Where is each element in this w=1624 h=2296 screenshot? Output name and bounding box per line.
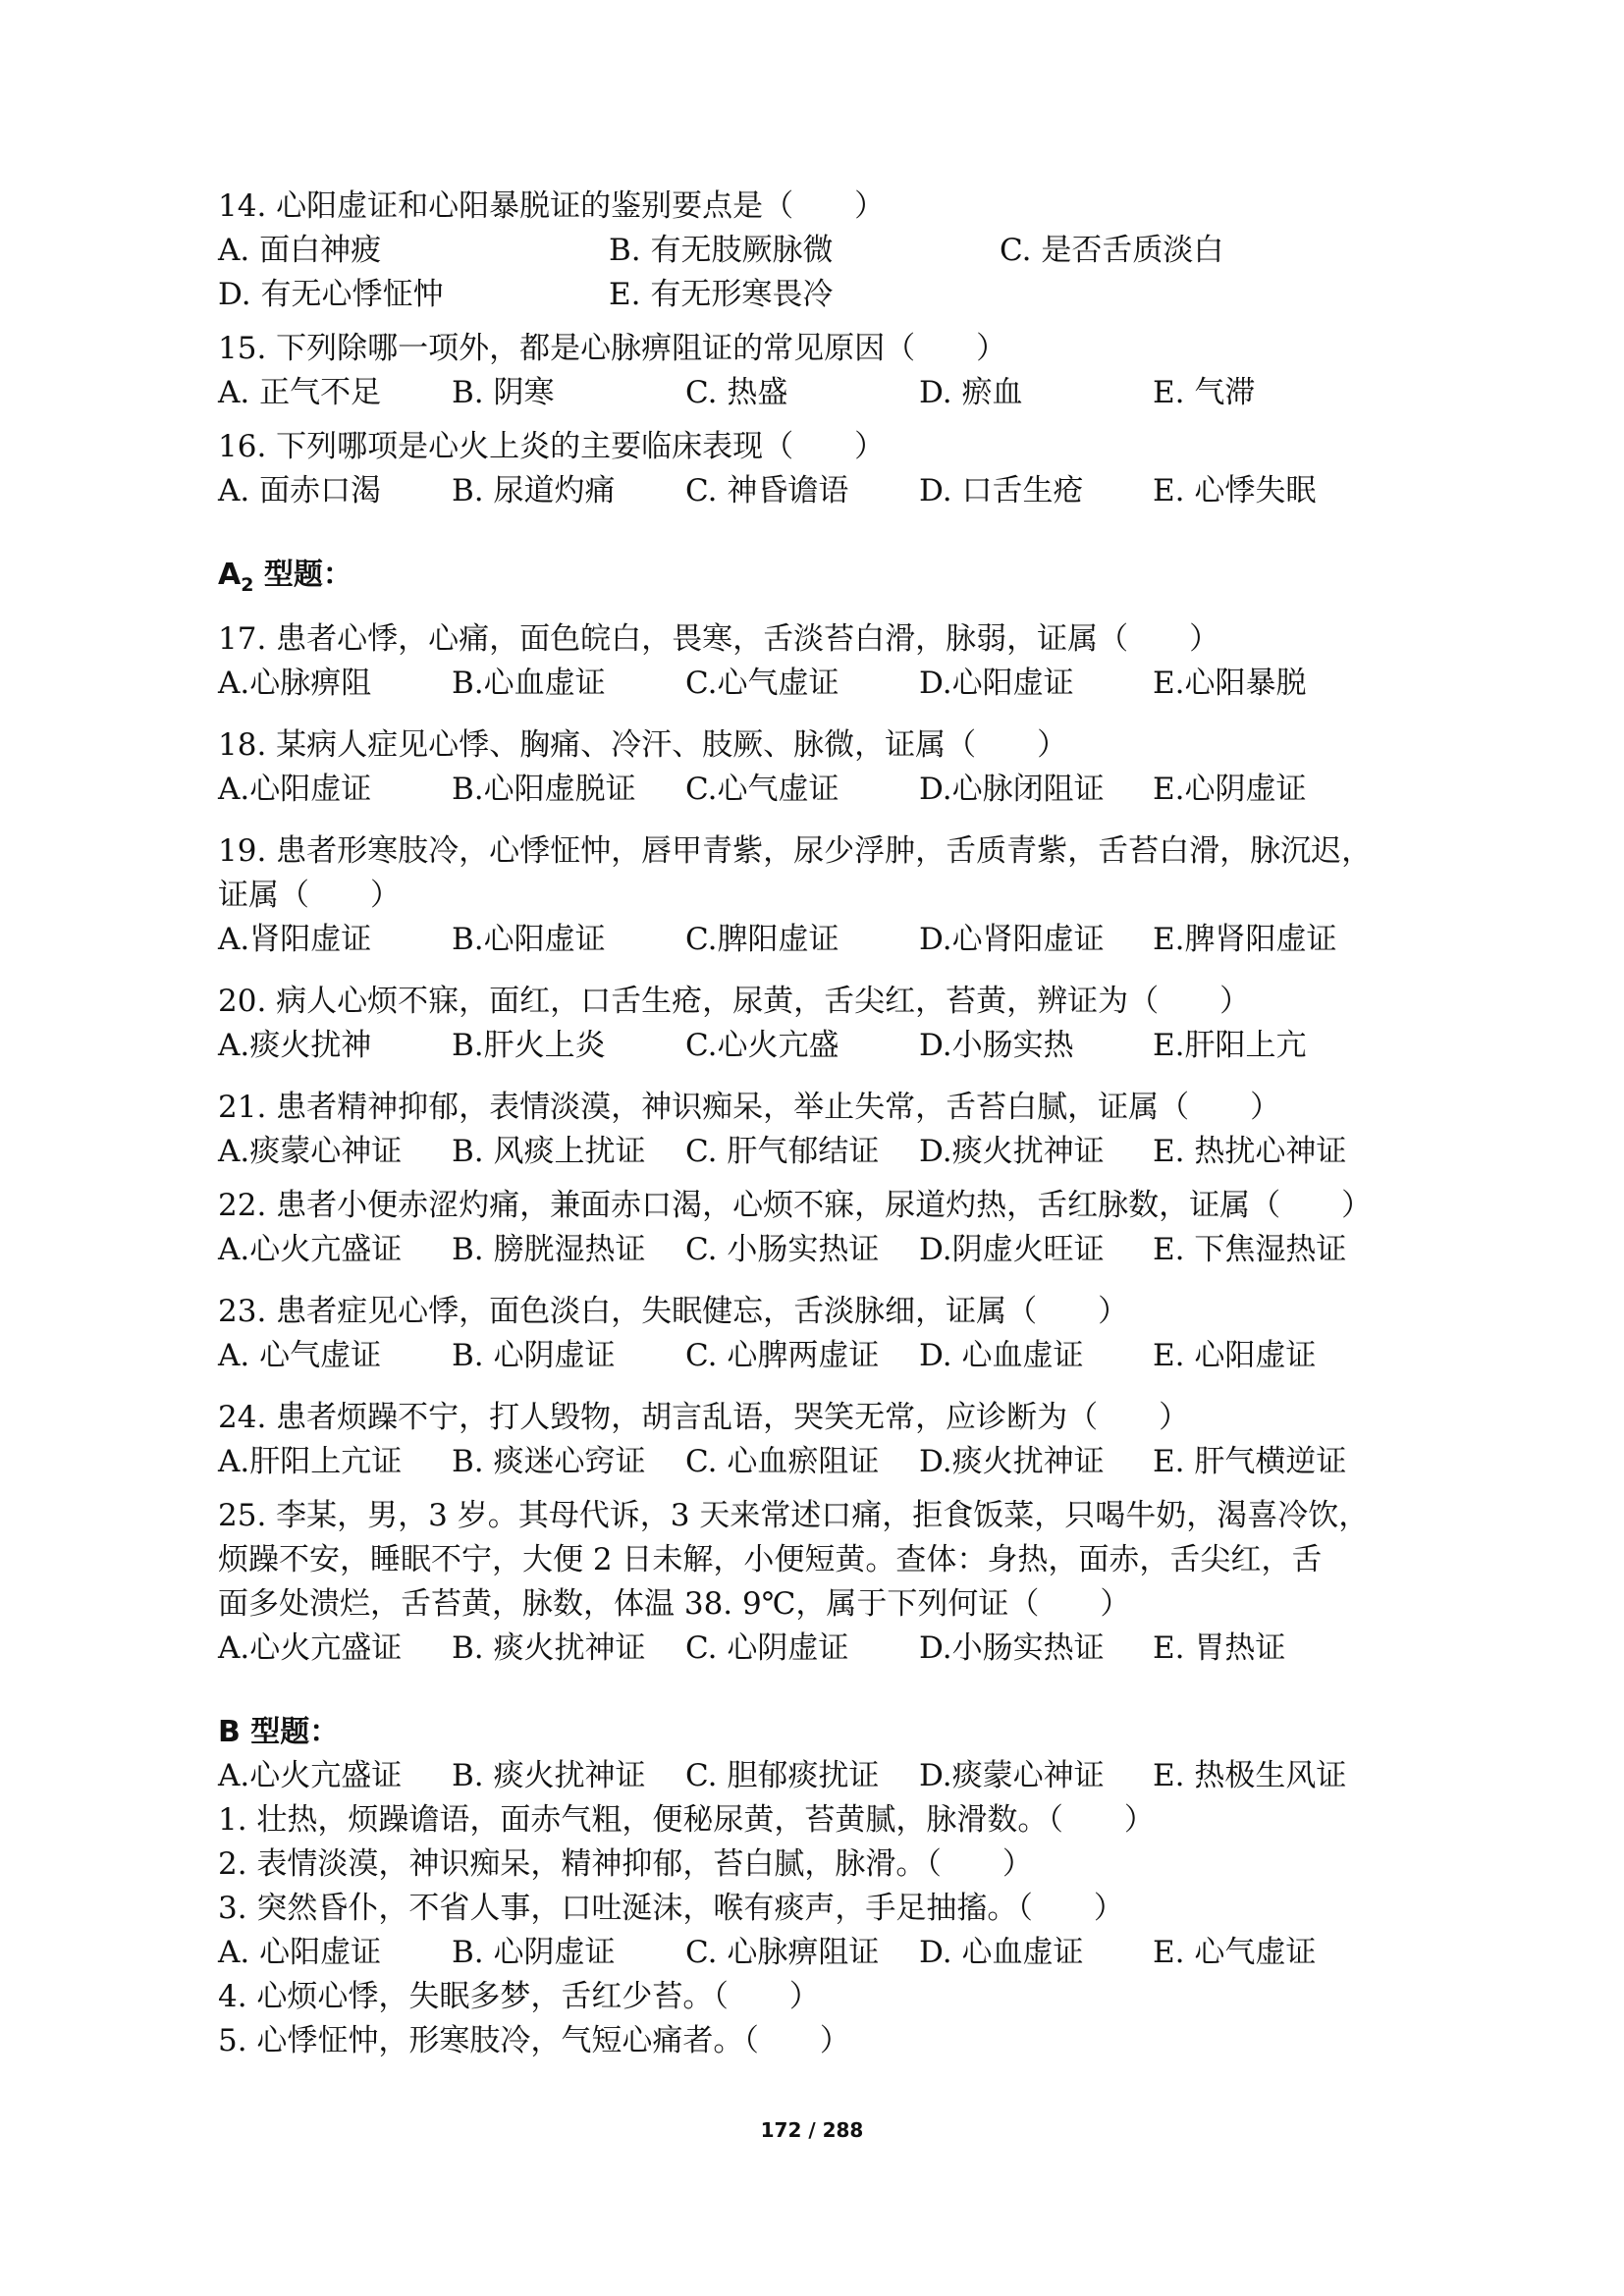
option-d: D.痰火扰神证 bbox=[919, 1134, 1105, 1169]
option-e: E. 心气虚证 bbox=[1153, 1935, 1317, 1970]
option-a: A.肝阳上亢证 bbox=[218, 1444, 403, 1479]
option-d: D.小肠实热 bbox=[919, 1028, 1074, 1063]
option-row bbox=[218, 662, 1426, 706]
option-d: D.心脉闭阻证 bbox=[919, 772, 1105, 807]
question-22 bbox=[218, 1184, 1426, 1272]
question-24 bbox=[218, 1396, 1426, 1484]
b-item-2: 2. 表情淡漠，神识痴呆，精神抑郁，苔白腻，脉滑。（ ） bbox=[218, 1846, 1033, 1882]
question-stem: 15. 下列除哪一项外，都是心脉痹阻证的常见原因（ ） bbox=[218, 331, 1007, 366]
option-row bbox=[218, 229, 1426, 273]
option-c: C. 胆郁痰扰证 bbox=[685, 1758, 880, 1793]
page-number: 172 / 288 bbox=[760, 2118, 864, 2142]
option-row bbox=[218, 918, 1426, 962]
question-18 bbox=[218, 723, 1426, 812]
question-16 bbox=[218, 425, 1426, 513]
section-heading-a2: $A_2$ 型题： bbox=[218, 558, 352, 596]
option-a: A.痰火扰神 bbox=[218, 1028, 372, 1063]
option-e: E. 心阳虚证 bbox=[1153, 1338, 1317, 1373]
option-d: D.心肾阳虚证 bbox=[919, 922, 1105, 957]
question-stem: 24. 患者烦躁不宁，打人毁物，胡言乱语，哭笑无常，应诊断为（ ） bbox=[218, 1400, 1190, 1435]
option-row bbox=[218, 371, 1426, 415]
question-21 bbox=[218, 1086, 1426, 1174]
option-row bbox=[218, 1130, 1426, 1174]
option-a: A. 心阳虚证 bbox=[218, 1935, 382, 1970]
option-a: A. 正气不足 bbox=[218, 375, 382, 410]
option-e: E.心阴虚证 bbox=[1153, 772, 1307, 807]
section-heading-b: B 型题： bbox=[218, 1715, 340, 1749]
option-b: B. 有无肢厥脉微 bbox=[609, 233, 834, 268]
option-e: E.脾肾阳虚证 bbox=[1153, 922, 1337, 957]
option-row bbox=[218, 1024, 1426, 1068]
option-e: E. 气滞 bbox=[1153, 375, 1256, 410]
option-c: C.脾阳虚证 bbox=[685, 922, 839, 957]
option-a: A. 面赤口渴 bbox=[218, 473, 382, 508]
question-19 bbox=[218, 829, 1426, 962]
question-stem: 16. 下列哪项是心火上炎的主要临床表现（ ） bbox=[218, 429, 886, 464]
option-c: C. 心脾两虚证 bbox=[685, 1338, 880, 1373]
option-d: D. 口舌生疮 bbox=[919, 473, 1084, 508]
option-c: C. 热盛 bbox=[685, 375, 788, 410]
option-c: C. 神昏谵语 bbox=[685, 473, 849, 508]
option-d: D.小肠实热证 bbox=[919, 1630, 1105, 1666]
option-b: B.肝火上炎 bbox=[452, 1028, 606, 1063]
option-a: A.肾阳虚证 bbox=[218, 922, 372, 957]
option-e: E. 有无形寒畏冷 bbox=[609, 277, 834, 312]
option-c: C.心火亢盛 bbox=[685, 1028, 839, 1063]
b-item-4: 4. 心烦心悸，失眠多梦，舌红少苔。（ ） bbox=[218, 1979, 820, 2014]
option-a: A. 心气虚证 bbox=[218, 1338, 382, 1373]
question-15 bbox=[218, 327, 1426, 415]
option-row bbox=[218, 469, 1426, 513]
option-c: C. 心血瘀阻证 bbox=[685, 1444, 880, 1479]
option-b: B. 痰火扰神证 bbox=[452, 1630, 646, 1666]
option-b: B. 膀胱湿热证 bbox=[452, 1232, 646, 1267]
option-a: A.心火亢盛证 bbox=[218, 1232, 403, 1267]
question-stem: 18. 某病人症见心悸、胸痛、冷汗、肢厥、脉微，证属（ ） bbox=[218, 727, 1068, 763]
option-e: E. 肝气横逆证 bbox=[1153, 1444, 1347, 1479]
question-23 bbox=[218, 1290, 1426, 1378]
page-content bbox=[218, 185, 1426, 2063]
option-e: E.心阳暴脱 bbox=[1153, 666, 1307, 701]
option-d: D.阴虚火旺证 bbox=[919, 1232, 1105, 1267]
b-group-2 bbox=[218, 1931, 1426, 2063]
option-b: B. 心阴虚证 bbox=[452, 1935, 616, 1970]
option-d: D.痰火扰神证 bbox=[919, 1444, 1105, 1479]
question-stem: 14. 心阳虚证和心阳暴脱证的鉴别要点是（ ） bbox=[218, 188, 886, 224]
option-a: A.心火亢盛证 bbox=[218, 1630, 403, 1666]
option-row bbox=[218, 1334, 1426, 1378]
option-a: A. 面白神疲 bbox=[218, 233, 382, 268]
question-25 bbox=[218, 1494, 1426, 1671]
option-c: C. 肝气郁结证 bbox=[685, 1134, 880, 1169]
option-c: C.心气虚证 bbox=[685, 666, 839, 701]
question-stem: 21. 患者精神抑郁，表情淡漠，神识痴呆，举止失常，舌苔白腻，证属（ ） bbox=[218, 1090, 1281, 1125]
option-row bbox=[218, 1754, 1426, 1798]
option-a: A.心阳虚证 bbox=[218, 772, 372, 807]
option-e: E. 下焦湿热证 bbox=[1153, 1232, 1347, 1267]
option-c: C.心气虚证 bbox=[685, 772, 839, 807]
question-stem: 20. 病人心烦不寐，面红，口舌生疮，尿黄，舌尖红，苔黄，辨证为（ ） bbox=[218, 984, 1251, 1019]
option-b: B.心阳虚证 bbox=[452, 922, 606, 957]
b-item-5: 5. 心悸怔忡，形寒肢冷，气短心痛者。（ ） bbox=[218, 2023, 850, 2058]
option-b: B. 心阴虚证 bbox=[452, 1338, 616, 1373]
question-stem: 22. 患者小便赤涩灼痛，兼面赤口渴，心烦不寐，尿道灼热，舌红脉数，证属（ ） bbox=[218, 1188, 1373, 1223]
option-e: E. 心悸失眠 bbox=[1153, 473, 1317, 508]
question-20 bbox=[218, 980, 1426, 1068]
question-stem: 25. 李某，男，3 岁。其母代诉，3 天来常述口痛，拒食饭菜，只喝牛奶，渴喜冷饮， 烦躁不安，睡眠不宁，大便 2 日未解，小便短黄。查体：身热，面赤，舌尖红，舌 面多处溃烂，舌苔黄，脉数，体温 38. 9℃，属于下列何证（ ） bbox=[218, 1498, 1370, 1622]
option-c: C. 是否舌质淡白 bbox=[1000, 233, 1224, 268]
question-stem: 19. 患者形寒肢冷，心悸怔忡，唇甲青紫，尿少浮肿，舌质青紫，舌苔白滑，脉沉迟， 证属（ ） bbox=[218, 833, 1373, 913]
option-row bbox=[218, 1440, 1426, 1484]
option-b: B. 痰火扰神证 bbox=[452, 1758, 646, 1793]
option-d: D. 有无心悸怔忡 bbox=[218, 277, 444, 312]
option-d: D.痰蒙心神证 bbox=[919, 1758, 1105, 1793]
b-group-1 bbox=[218, 1754, 1426, 1931]
question-stem: 23. 患者症见心悸，面色淡白，失眠健忘，舌淡脉细，证属（ ） bbox=[218, 1294, 1129, 1329]
option-b: B.心阳虚脱证 bbox=[452, 772, 636, 807]
option-c: C. 心阴虚证 bbox=[685, 1630, 849, 1666]
option-row bbox=[218, 1228, 1426, 1272]
option-a: A.痰蒙心神证 bbox=[218, 1134, 403, 1169]
option-e: E. 热极生风证 bbox=[1153, 1758, 1347, 1793]
option-d: D.心阳虚证 bbox=[919, 666, 1074, 701]
option-row bbox=[218, 273, 1426, 317]
option-a: A.心火亢盛证 bbox=[218, 1758, 403, 1793]
option-a: A.心脉痹阻 bbox=[218, 666, 372, 701]
b-item-1: 1. 壮热，烦躁谵语，面赤气粗，便秘尿黄，苔黄腻，脉滑数。（ ） bbox=[218, 1802, 1155, 1838]
option-b: B. 风痰上扰证 bbox=[452, 1134, 646, 1169]
option-b: B.心血虚证 bbox=[452, 666, 606, 701]
option-e: E. 热扰心神证 bbox=[1153, 1134, 1347, 1169]
option-c: C. 心脉痹阻证 bbox=[685, 1935, 880, 1970]
option-e: E.肝阳上亢 bbox=[1153, 1028, 1307, 1063]
question-14 bbox=[218, 185, 1426, 317]
option-d: D. 心血虚证 bbox=[919, 1935, 1084, 1970]
option-row bbox=[218, 1931, 1426, 1975]
option-d: D. 瘀血 bbox=[919, 375, 1023, 410]
option-b: B. 尿道灼痛 bbox=[452, 473, 616, 508]
question-17 bbox=[218, 617, 1426, 706]
option-b: B. 痰迷心窍证 bbox=[452, 1444, 646, 1479]
option-b: B. 阴寒 bbox=[452, 375, 555, 410]
b-item-3: 3. 突然昏仆，不省人事，口吐涎沫，喉有痰声，手足抽搐。（ ） bbox=[218, 1891, 1124, 1926]
option-d: D. 心血虚证 bbox=[919, 1338, 1084, 1373]
question-stem: 17. 患者心悸，心痛，面色皖白，畏寒，舌淡苔白滑，脉弱，证属（ ） bbox=[218, 621, 1220, 657]
option-row bbox=[218, 768, 1426, 812]
option-row bbox=[218, 1627, 1426, 1671]
option-e: E. 胃热证 bbox=[1153, 1630, 1286, 1666]
option-c: C. 小肠实热证 bbox=[685, 1232, 880, 1267]
